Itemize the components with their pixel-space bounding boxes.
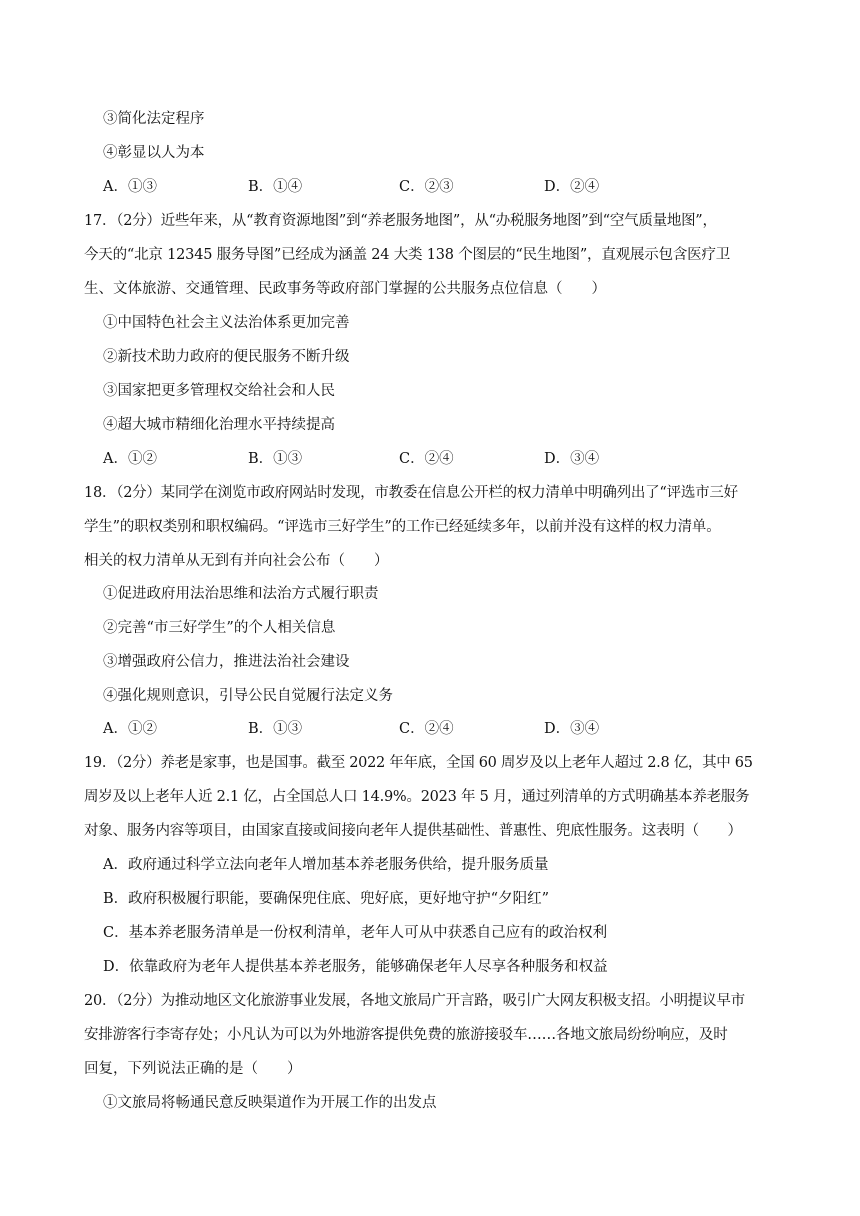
q16-option-b: B．①④ [248,179,303,195]
q18-option-b: B．①③ [248,721,303,737]
q20-statement-1: ①文旅局将畅通民意反映渠道作为开展工作的出发点 [103,1095,437,1111]
q18-option-a: A．①② [103,721,157,737]
q17-stem-line-1: 17．（2分）近些年来，从“教育资源地图”到“养老服务地图”，从“办税服务地图”到“空气质量地图”， [84,213,717,229]
q19-stem-line-2: 周岁及以上老年人近 2.1 亿，占全国总人口 14.9%。2023 年 5 月，通过列清单的方式明确基本养老服务 [84,789,750,805]
q17-option-d: D．③④ [544,451,600,467]
q17-option-a: A．①② [103,451,157,467]
q19-stem-line-3: 对象、服务内容等项目，由国家直接或间接向老年人提供基础性、普惠性、兜底性服务。这表明（ ） [84,823,742,839]
q16-option-c: C．②③ [399,179,454,195]
q19-choice-b: B．政府积极履行职能，要确保兜住底、兜好底，更好地守护“夕阳红” [103,891,549,907]
q16-statement-4: ④彰显以人为本 [103,145,205,161]
q19-choice-d: D．依靠政府为老年人提供基本养老服务，能够确保老年人尽享各种服务和权益 [103,959,608,975]
q16-statement-3: ③简化法定程序 [103,111,205,127]
q17-statement-4: ④超大城市精细化治理水平持续提高 [103,417,335,433]
q18-statement-1: ①促进政府用法治思维和法治方式履行职责 [103,586,379,602]
q20-stem-line-2: 安排游客行李寄存处；小凡认为可以为外地游客提供免费的旅游接驳车……各地文旅局纷纷响应，及时 [84,1027,728,1043]
q17-option-c: C．②④ [399,451,454,467]
q17-statement-2: ②新技术助力政府的便民服务不断升级 [103,349,350,365]
q17-stem-line-3: 生、文体旅游、交通管理、民政事务等政府部门掌握的公共服务点位信息（ ） [84,281,606,297]
q17-option-b: B．①③ [248,451,303,467]
q18-statement-4: ④强化规则意识，引导公民自觉履行法定义务 [103,688,393,704]
q18-statement-2: ②完善“市三好学生”的个人相关信息 [103,620,336,636]
q19-choice-c: C．基本养老服务清单是一份权利清单，老年人可从中获悉自己应有的政治权利 [103,925,608,941]
q19-choice-a: A．政府通过科学立法向老年人增加基本养老服务供给，提升服务质量 [103,857,549,873]
q20-stem-line-3: 回复，下列说法正确的是（ ） [84,1061,302,1077]
q19-stem-line-1: 19．（2分）养老是家事，也是国事。截至 2022 年年底，全国 60 周岁及以上老年人超过 2.8 亿，其中 65 [84,755,753,771]
q18-option-c: C．②④ [399,721,454,737]
q16-option-d: D．②④ [544,179,600,195]
q18-stem-line-3: 相关的权力清单从无到有并向社会公布（ ） [84,553,389,569]
q20-stem-line-1: 20．（2分）为推动地区文化旅游事业发展，各地文旅局广开言路，吸引广大网友积极支招。小明提议早市 [84,993,745,1009]
q18-option-d: D．③④ [544,721,600,737]
q18-statement-3: ③增强政府公信力，推进法治社会建设 [103,654,350,670]
q18-stem-line-1: 18．（2分）某同学在浏览市政府网站时发现，市教委在信息公开栏的权力清单中明确列出了“评选市三好 [84,485,738,501]
q17-statement-3: ③国家把更多管理权交给社会和人民 [103,383,335,399]
q18-stem-line-2: 学生”的职权类别和职权编码。“评选市三好学生”的工作已经延续多年，以前并没有这样的权力清单。 [84,519,721,535]
q17-statement-1: ①中国特色社会主义法治体系更加完善 [103,315,350,331]
q16-option-a: A．①③ [103,179,157,195]
q17-stem-line-2: 今天的“北京 12345 服务导图”已经成为涵盖 24 大类 138 个图层的“民生地图”，直观展示包含医疗卫 [84,247,731,263]
